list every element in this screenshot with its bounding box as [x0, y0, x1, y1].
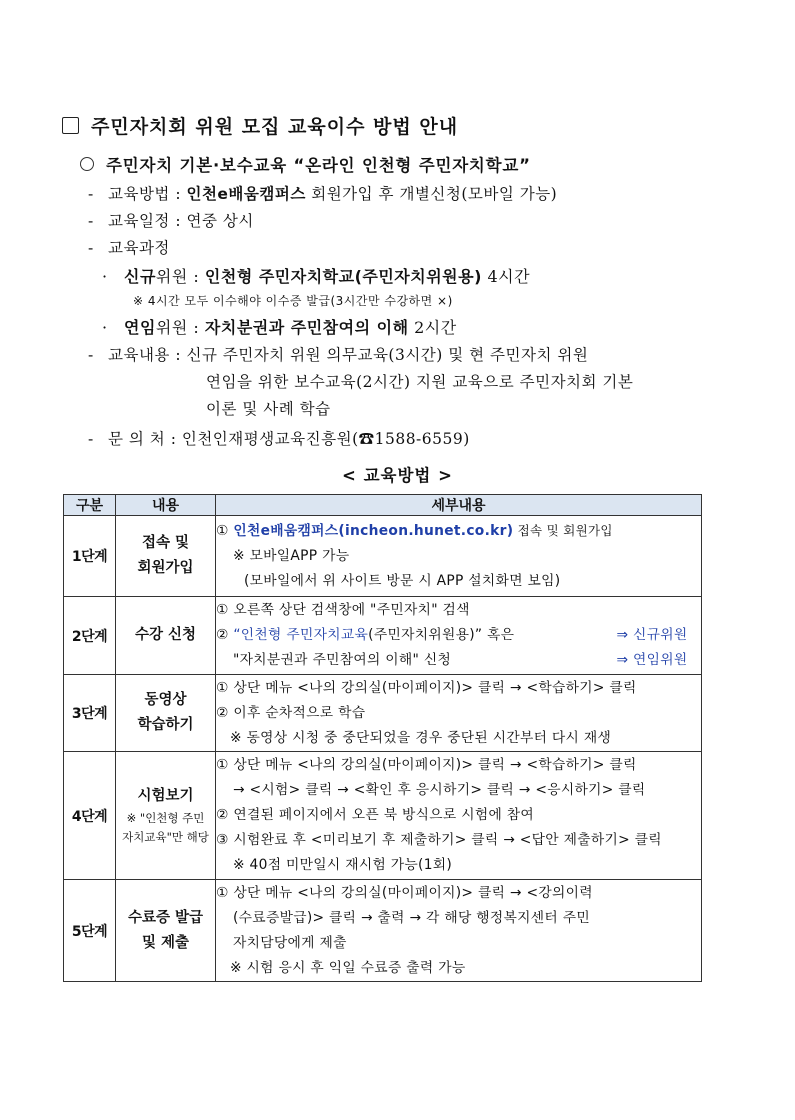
- course-renew-name: 자치분권과 주민참여의 이해: [204, 318, 409, 337]
- step-content-note: 자치교육"만 해당: [122, 830, 209, 844]
- item-content-line-1: 신규 주민자치 위원 의무교육(3시간) 및 현 주민자치 위원: [186, 346, 589, 364]
- course-new-name: 인천형 주민자치학교(주민자치위원용): [204, 267, 482, 286]
- step-label: 1단계: [64, 516, 116, 597]
- header-step: 구분: [64, 495, 116, 516]
- table-row: [64, 880, 702, 982]
- step-label: 5단계: [64, 880, 116, 982]
- item-schedule: [88, 209, 254, 231]
- step-details: [216, 597, 702, 675]
- step-label: 3단계: [64, 675, 116, 752]
- course-renew-hours: 2시간: [408, 318, 457, 337]
- item-course: [88, 236, 170, 258]
- campus-link[interactable]: 인천e배움캠퍼스(incheon.hunet.co.kr): [233, 523, 514, 539]
- item-contact: [88, 427, 470, 449]
- detail-blue-text: “인천형 주민자치교육: [233, 627, 369, 643]
- course-renew-prefix: 연임: [124, 318, 156, 337]
- step-label: 2단계: [64, 597, 116, 675]
- header-content: 내용: [116, 495, 216, 516]
- course-new-suffix: 위원 :: [155, 267, 205, 286]
- item-method: [88, 182, 557, 204]
- detail-line: ① 오른쪽 상단 검색창에 "주민자치" 검색: [216, 602, 470, 618]
- detail-line: ※ 모바일APP 가능: [233, 548, 350, 564]
- table-row: [64, 752, 702, 880]
- detail-line: ※ 시험 응시 후 익일 수료증 출력 가능: [230, 959, 466, 976]
- detail-text: (주민자치위원용)” 혹은: [368, 627, 515, 643]
- item-content: [88, 343, 588, 365]
- course-new-prefix: 신규: [124, 267, 156, 286]
- num-1: ①: [216, 523, 229, 539]
- step-content-line: 수료증 발급: [127, 909, 204, 926]
- step-details: [216, 675, 702, 752]
- dot-bullet: ·: [102, 267, 108, 286]
- table-row: [64, 516, 702, 597]
- item-contact-value: 인천인재평생교육진흥원(☎1588-6559): [181, 430, 470, 448]
- detail-line: ① 상단 메뉴 <나의 강의실(마이페이지)> 클릭 → <학습하기> 클릭: [216, 679, 637, 696]
- item-schedule-value: 연중 상시: [186, 212, 254, 230]
- detail-line: ② 연결된 페이지에서 오픈 북 방식으로 시험에 참여: [216, 807, 535, 823]
- document-title-text: 주민자치회 위원 모집 교육이수 방법 안내: [91, 116, 459, 138]
- step-content: [116, 880, 216, 982]
- course-renew-suffix: 위원 :: [155, 318, 205, 337]
- document-title: [62, 112, 458, 139]
- step-content-line: 동영상: [144, 692, 187, 708]
- table-header-row: [64, 495, 702, 516]
- step-content: [116, 516, 216, 597]
- detail-line: [216, 518, 701, 544]
- course-new-hours: 4시간: [481, 267, 531, 286]
- target-new-member: ⇒ 신규위원: [616, 627, 688, 643]
- dot-bullet: ·: [102, 318, 108, 337]
- method-table: [63, 494, 702, 982]
- item-content-label: 교육내용 :: [108, 346, 187, 364]
- step-content: [116, 752, 216, 880]
- target-renew-member: ⇒ 연임위원: [616, 652, 688, 668]
- course-new-note: ※ 4시간 모두 이수해야 이수증 발급(3시간만 수강하면 ×): [133, 294, 453, 308]
- step-details: [216, 752, 702, 880]
- table-title: < 교육방법 >: [342, 466, 453, 485]
- table-row: [64, 675, 702, 752]
- dash-bullet: -: [88, 185, 94, 203]
- step-content-line: 및 제출: [141, 934, 190, 951]
- dash-bullet: -: [88, 430, 94, 448]
- step-content-line: 시험보기: [137, 788, 194, 804]
- course-new: [102, 264, 530, 287]
- section-subtitle-text: 주민자치 기본·보수교육 “온라인 인천형 주민자치학교”: [106, 156, 531, 175]
- detail-line: 자치담당에게 제출: [233, 934, 347, 951]
- step-content-line: 회원가입: [137, 560, 194, 576]
- detail-line: (수료증발급)> 클릭 → 출력 → 각 해당 행정복지센터 주민: [233, 909, 590, 926]
- header-details: 세부내용: [216, 495, 702, 516]
- step-details: [216, 516, 702, 597]
- step-content-line: 접속 및: [141, 535, 190, 551]
- detail-line: ③ 시험완료 후 <미리보기 후 제출하기> 클릭 → <답안 제출하기> 클릭: [216, 832, 662, 848]
- table-row: [64, 597, 702, 675]
- detail-line: ② 이후 순차적으로 학습: [216, 704, 366, 721]
- step-content: [116, 675, 216, 752]
- detail-line: [216, 623, 701, 648]
- item-schedule-label: 교육일정 :: [108, 212, 187, 230]
- campus-name: 인천e배움캠퍼스: [186, 185, 306, 203]
- section-subtitle: [80, 152, 531, 176]
- item-method-rest: 회원가입 후 개별신청(모바일 가능): [305, 185, 558, 203]
- step-label: 4단계: [64, 752, 116, 880]
- detail-line: ① 상단 메뉴 <나의 강의실(마이페이지)> 클릭 → <강의이력: [216, 884, 593, 901]
- circle-bullet-icon: [80, 157, 94, 171]
- detail-line: ① 상단 메뉴 <나의 강의실(마이페이지)> 클릭 → <학습하기> 클릭: [216, 757, 637, 773]
- detail-line: ※ 동영상 시청 중 중단되었을 경우 중단된 시간부터 다시 재생: [230, 729, 612, 746]
- dash-bullet: -: [88, 239, 94, 257]
- item-method-label: 교육방법 :: [108, 185, 187, 203]
- detail-line: ※ 40점 미만일시 재시험 가능(1회): [233, 857, 453, 873]
- step-content-line: 학습하기: [137, 717, 194, 733]
- step-details: [216, 880, 702, 982]
- checkbox-square-icon: [62, 117, 79, 134]
- dash-bullet: -: [88, 346, 94, 364]
- item-course-label: 교육과정: [108, 239, 170, 257]
- detail-line: [216, 648, 701, 673]
- dash-bullet: -: [88, 212, 94, 230]
- step-content-note: ※ "인천형 주민: [126, 811, 205, 825]
- num-2: ②: [216, 627, 229, 643]
- detail-line: → <시험> 클릭 → <확인 후 응시하기> 클릭 → <응시하기> 클릭: [233, 782, 646, 798]
- step-content-line: 수강 신청: [134, 627, 197, 643]
- detail-line: (모바일에서 위 사이트 방문 시 APP 설치화면 보임): [244, 573, 561, 589]
- course-renew: [102, 315, 457, 338]
- detail-text: "자치분권과 주민참여의 이해" 신청: [233, 652, 452, 668]
- item-content-line-3: 이론 및 사례 학습: [206, 400, 331, 418]
- step-content: [116, 597, 216, 675]
- item-contact-label: 문 의 처 :: [108, 430, 182, 448]
- item-content-line-2: 연임을 위한 보수교육(2시간) 지원 교육으로 주민자치회 기본: [206, 373, 634, 391]
- detail-text: 접속 및 회원가입: [513, 523, 613, 538]
